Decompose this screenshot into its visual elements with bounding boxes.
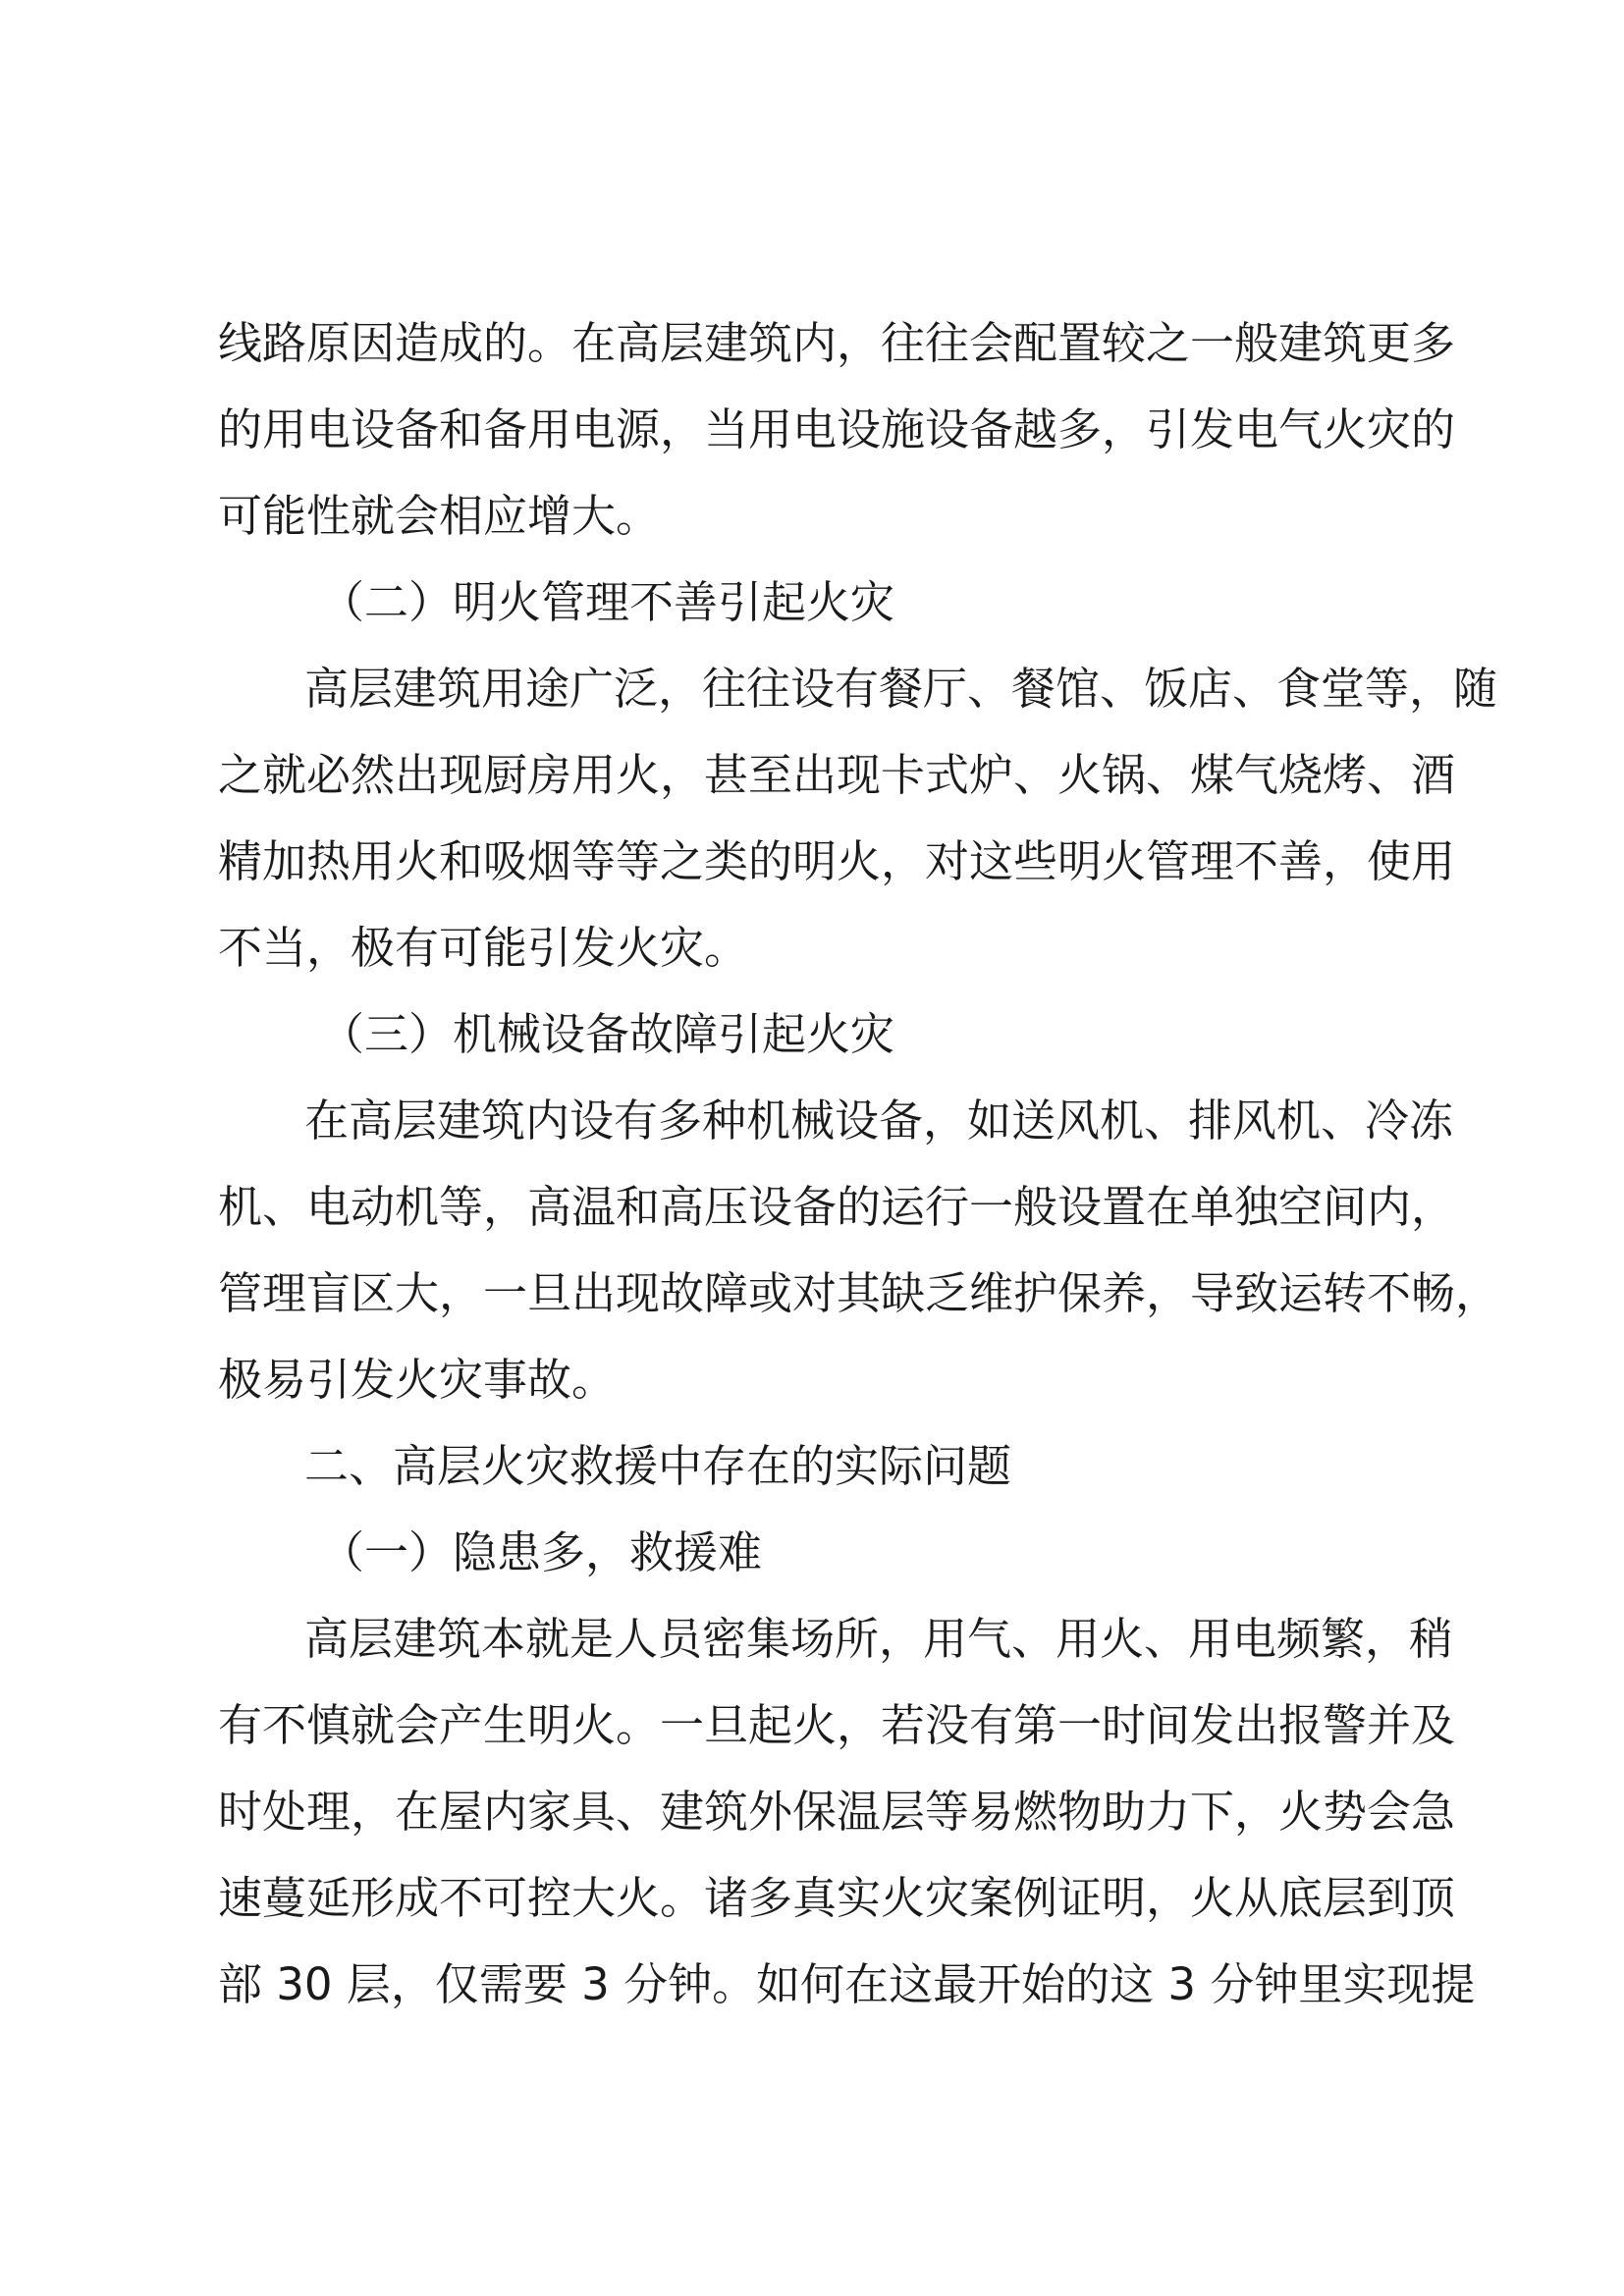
paragraph-line: 极易引发火灾事故。: [218, 1354, 617, 1406]
paragraph-line: 机、电动机等，高温和高压设备的运行一般设置在单独空间内，: [218, 1181, 1456, 1233]
paragraph-line: 之就必然出现厨房用火，甚至出现卡式炉、火锅、煤气烧烤、酒: [218, 749, 1456, 801]
paragraph-line: 不当，极有可能引发火灾。: [218, 922, 749, 974]
paragraph-line: 在高层建筑内设有多种机械设备，如送风机、排风机、冷冻: [304, 1095, 1454, 1147]
chapter-heading: 二、高层火灾救援中存在的实际问题: [304, 1440, 1012, 1492]
section-heading: （一）隐患多，救援难: [320, 1526, 763, 1578]
paragraph-line: 速蔓延形成不可控大火。诸多真实火灾案例证明，火从底层到顶: [218, 1872, 1456, 1924]
paragraph-line: 的用电设备和备用电源，当用电设施设备越多，引发电气火灾的: [218, 403, 1456, 455]
paragraph-line: 有不慎就会产生明火。一旦起火，若没有第一时间发出报警并及: [218, 1699, 1456, 1751]
paragraph-line: 部 30 层，仅需要 3 分钟。如何在这最开始的这 3 分钟里实现提: [218, 1958, 1476, 2010]
paragraph-line: 精加热用火和吸烟等等之类的明火，对这些明火管理不善，使用: [218, 835, 1456, 887]
section-heading: （二）明火管理不善引起火灾: [320, 576, 895, 628]
paragraph-line: 管理盲区大，一旦出现故障或对其缺乏维护保养，导致运转不畅，: [218, 1267, 1500, 1319]
paragraph-line: 线路原因造成的。在高层建筑内，往往会配置较之一般建筑更多: [218, 317, 1456, 369]
paragraph-line: 时处理，在屋内家具、建筑外保温层等易燃物助力下，火势会急: [218, 1786, 1456, 1838]
section-heading: （三）机械设备故障引起火灾: [320, 1008, 895, 1060]
paragraph-line: 可能性就会相应增大。: [218, 490, 661, 542]
paragraph-line: 高层建筑用途广泛，往往设有餐厅、餐馆、饭店、食堂等，随: [304, 663, 1498, 715]
paragraph-line: 高层建筑本就是人员密集场所，用气、用火、用电频繁，稍: [304, 1613, 1454, 1665]
